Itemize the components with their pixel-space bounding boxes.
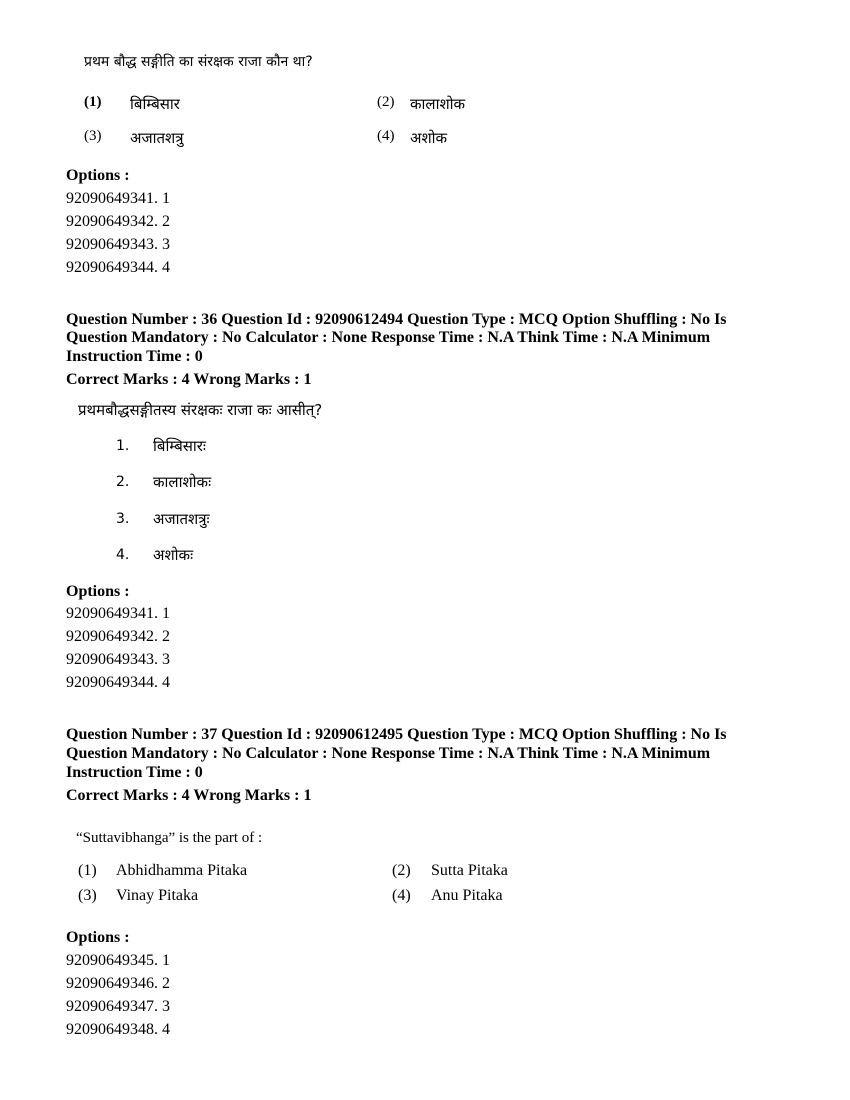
choice-number: 2. <box>116 474 130 490</box>
question-text-hindi: प्रथम बौद्ध सङ्गीति का संरक्षक राजा कौन था? <box>84 54 313 70</box>
choice-text: अजातशत्रु <box>130 129 184 147</box>
choice-text: Abhidhamma Pitaka <box>116 862 248 879</box>
choice-text: अजातशत्रुः <box>153 510 210 528</box>
choice-text: अशोक <box>410 129 448 147</box>
option-line: 92090649341. 1 <box>66 605 170 622</box>
choice-text: बिम्बिसार <box>130 95 180 113</box>
marks-line: Correct Marks : 4 Wrong Marks : 1 <box>66 371 312 388</box>
option-line: 92090649346. 2 <box>66 975 170 992</box>
option-line: 92090649348. 4 <box>66 1021 170 1038</box>
choice-number: 4. <box>116 547 130 563</box>
choice-number: (2) <box>377 94 395 110</box>
choice-number: (3) <box>84 128 102 144</box>
question-meta-line: Question Number : 36 Question Id : 92090612494 Question Type : MCQ Option Shuffling : No Is <box>66 311 727 328</box>
option-line: 92090649343. 3 <box>66 236 170 253</box>
choice-text: Anu Pitaka <box>431 887 503 904</box>
option-line: 92090649345. 1 <box>66 952 170 969</box>
option-line: 92090649347. 3 <box>66 998 170 1015</box>
choice-text: कालाशोक <box>410 95 466 113</box>
choice-number: (1) <box>84 94 102 110</box>
choice-number: (3) <box>78 887 97 904</box>
choice-number: (4) <box>392 887 411 904</box>
choice-number: (1) <box>78 862 97 879</box>
choice-text: बिम्बिसारः <box>153 437 206 455</box>
options-label: Options : <box>66 929 130 946</box>
question-meta-line: Instruction Time : 0 <box>66 764 203 781</box>
option-line: 92090649341. 1 <box>66 190 170 207</box>
question-meta-line: Question Mandatory : No Calculator : None Response Time : N.A Think Time : N.A Minimum <box>66 329 711 346</box>
choice-number: (2) <box>392 862 411 879</box>
option-line: 92090649344. 4 <box>66 674 170 691</box>
marks-line: Correct Marks : 4 Wrong Marks : 1 <box>66 787 312 804</box>
choice-number: 1. <box>116 438 130 454</box>
question-text-english: “Suttavibhanga” is the part of : <box>76 830 263 846</box>
choice-text: कालाशोकः <box>153 473 212 491</box>
option-line: 92090649342. 2 <box>66 213 170 230</box>
question-meta-line: Question Number : 37 Question Id : 92090612495 Question Type : MCQ Option Shuffling : No Is <box>66 726 727 743</box>
question-text-sanskrit: प्रथमबौद्धसङ्गीतस्य संरक्षकः राजा कः आसीत्? <box>78 401 323 419</box>
option-line: 92090649342. 2 <box>66 628 170 645</box>
question-meta-line: Instruction Time : 0 <box>66 348 203 365</box>
options-label: Options : <box>66 167 130 184</box>
option-line: 92090649344. 4 <box>66 259 170 276</box>
choice-text: Vinay Pitaka <box>116 887 199 904</box>
choice-number: 3. <box>116 511 130 527</box>
option-line: 92090649343. 3 <box>66 651 170 668</box>
choice-text: अशोकः <box>153 546 194 564</box>
choice-number: (4) <box>377 128 395 144</box>
question-meta-line: Question Mandatory : No Calculator : None Response Time : N.A Think Time : N.A Minimum <box>66 745 711 762</box>
options-label: Options : <box>66 583 130 600</box>
choice-text: Sutta Pitaka <box>431 862 508 879</box>
